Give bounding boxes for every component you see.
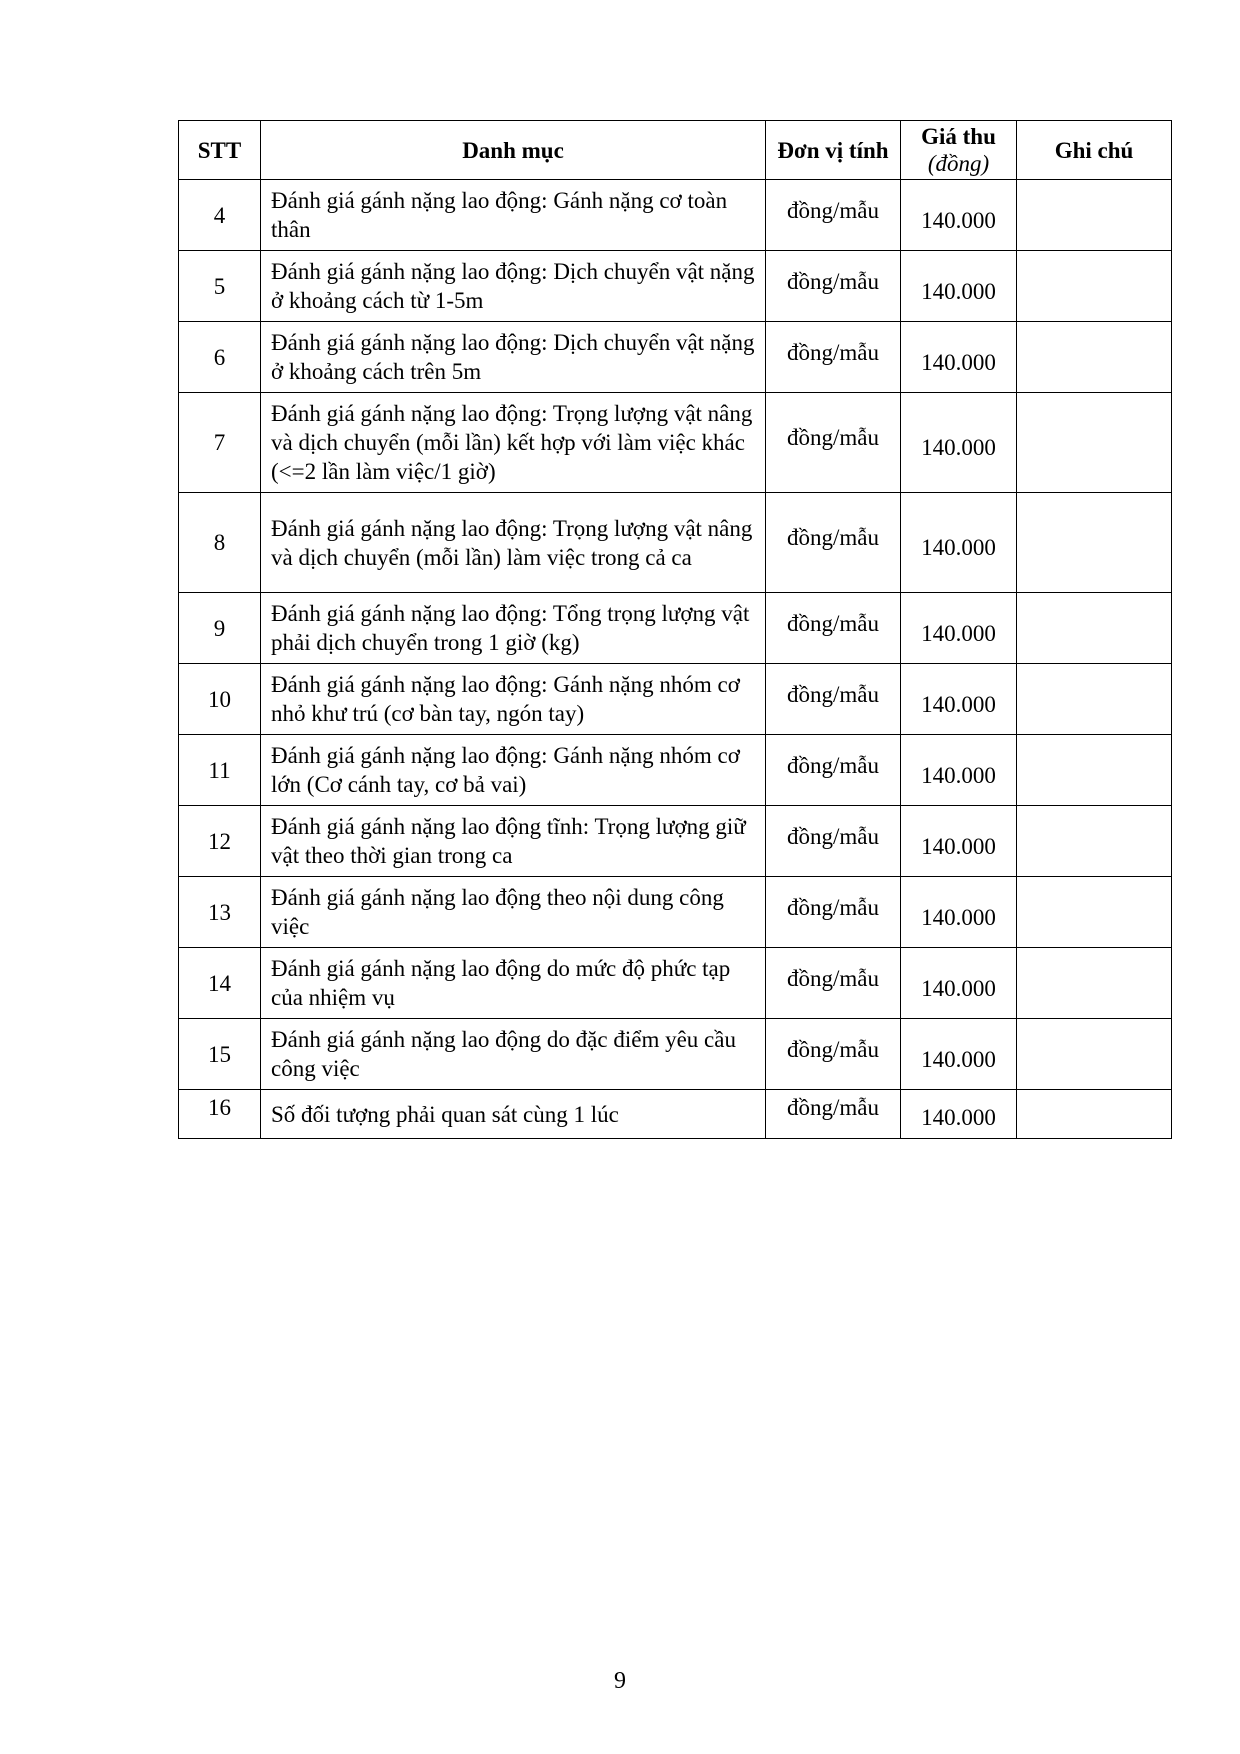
cell-stt: 7 — [179, 393, 261, 493]
cell-item: Đánh giá gánh nặng lao động: Dịch chuyển vật nặng ở khoảng cách từ 1-5m — [261, 251, 766, 322]
cell-note — [1017, 806, 1172, 877]
cell-note — [1017, 251, 1172, 322]
cell-stt: 15 — [179, 1019, 261, 1090]
cell-price: 140.000 — [901, 493, 1017, 593]
cell-note — [1017, 322, 1172, 393]
cell-note — [1017, 664, 1172, 735]
cell-stt: 13 — [179, 877, 261, 948]
cell-item: Đánh giá gánh nặng lao động: Gánh nặng cơ toàn thân — [261, 180, 766, 251]
cell-item: Đánh giá gánh nặng lao động: Gánh nặng nhóm cơ lớn (Cơ cánh tay, cơ bả vai) — [261, 735, 766, 806]
cell-stt: 12 — [179, 806, 261, 877]
cell-unit: đồng/mẫu — [766, 877, 901, 948]
header-price — [901, 121, 1017, 180]
cell-price: 140.000 — [901, 180, 1017, 251]
cell-note — [1017, 493, 1172, 593]
cell-price: 140.000 — [901, 877, 1017, 948]
cell-price: 140.000 — [901, 251, 1017, 322]
cell-note — [1017, 948, 1172, 1019]
cell-unit: đồng/mẫu — [766, 664, 901, 735]
cell-stt: 10 — [179, 664, 261, 735]
table-row — [179, 806, 1172, 877]
cell-unit: đồng/mẫu — [766, 251, 901, 322]
cell-note — [1017, 1019, 1172, 1090]
table-row — [179, 493, 1172, 593]
cell-stt: 5 — [179, 251, 261, 322]
header-price-label: Giá thu — [921, 124, 996, 149]
cell-price: 140.000 — [901, 593, 1017, 664]
cell-price: 140.000 — [901, 664, 1017, 735]
cell-stt: 16 — [179, 1090, 261, 1139]
table-row — [179, 664, 1172, 735]
cell-item: Đánh giá gánh nặng lao động: Dịch chuyển vật nặng ở khoảng cách trên 5m — [261, 322, 766, 393]
cell-note — [1017, 180, 1172, 251]
cell-unit: đồng/mẫu — [766, 493, 901, 593]
header-unit — [766, 121, 901, 180]
cell-note — [1017, 735, 1172, 806]
cell-item: Đánh giá gánh nặng lao động do đặc điểm yêu cầu công việc — [261, 1019, 766, 1090]
table-row — [179, 1019, 1172, 1090]
cell-stt: 6 — [179, 322, 261, 393]
cell-unit: đồng/mẫu — [766, 593, 901, 664]
table-row — [179, 251, 1172, 322]
cell-note — [1017, 1090, 1172, 1139]
cell-price: 140.000 — [901, 322, 1017, 393]
cell-unit: đồng/mẫu — [766, 1090, 901, 1139]
cell-note — [1017, 877, 1172, 948]
table-row — [179, 1090, 1172, 1139]
table-row — [179, 593, 1172, 664]
cell-stt: 11 — [179, 735, 261, 806]
cell-price: 140.000 — [901, 806, 1017, 877]
cell-price: 140.000 — [901, 1090, 1017, 1139]
table-header-row — [179, 121, 1172, 180]
cell-unit: đồng/mẫu — [766, 1019, 901, 1090]
table-row — [179, 393, 1172, 493]
cell-item: Đánh giá gánh nặng lao động do mức độ phức tạp của nhiệm vụ — [261, 948, 766, 1019]
table-row — [179, 948, 1172, 1019]
cell-unit: đồng/mẫu — [766, 180, 901, 251]
table-row — [179, 735, 1172, 806]
header-item: Danh mục — [261, 121, 766, 180]
cell-item: Đánh giá gánh nặng lao động: Trọng lượng vật nâng và dịch chuyển (mỗi lần) kết hợp với làm việc khác (<=2 lần làm việc/1 giờ) — [261, 393, 766, 493]
table-row — [179, 322, 1172, 393]
cell-stt: 4 — [179, 180, 261, 251]
cell-item: Đánh giá gánh nặng lao động tĩnh: Trọng lượng giữ vật theo thời gian trong ca — [261, 806, 766, 877]
cell-item: Đánh giá gánh nặng lao động: Gánh nặng nhóm cơ nhỏ khư trú (cơ bàn tay, ngón tay) — [261, 664, 766, 735]
header-stt: STT — [179, 121, 261, 180]
cell-item: Đánh giá gánh nặng lao động: Trọng lượng vật nâng và dịch chuyển (mỗi lần) làm việc trong cả ca — [261, 493, 766, 593]
cell-note — [1017, 393, 1172, 493]
cell-unit: đồng/mẫu — [766, 735, 901, 806]
header-note: Ghi chú — [1017, 121, 1172, 180]
cell-stt: 9 — [179, 593, 261, 664]
header-price-unit: (đồng) — [927, 151, 990, 176]
cell-note — [1017, 593, 1172, 664]
cell-item: Số đối tượng phải quan sát cùng 1 lúc — [261, 1090, 766, 1139]
cell-item: Đánh giá gánh nặng lao động: Tổng trọng lượng vật phải dịch chuyển trong 1 giờ (kg) — [261, 593, 766, 664]
cell-price: 140.000 — [901, 735, 1017, 806]
price-table — [178, 120, 1172, 1139]
cell-item: Đánh giá gánh nặng lao động theo nội dung công việc — [261, 877, 766, 948]
cell-price: 140.000 — [901, 1019, 1017, 1090]
cell-price: 140.000 — [901, 948, 1017, 1019]
table-row — [179, 877, 1172, 948]
page-number: 9 — [614, 1668, 626, 1694]
cell-unit: đồng/mẫu — [766, 322, 901, 393]
cell-unit: đồng/mẫu — [766, 806, 901, 877]
cell-unit: đồng/mẫu — [766, 393, 901, 493]
header-unit-label: Đơn vị tính — [777, 137, 889, 163]
table-row — [179, 180, 1172, 251]
cell-price: 140.000 — [901, 393, 1017, 493]
cell-unit: đồng/mẫu — [766, 948, 901, 1019]
cell-stt: 8 — [179, 493, 261, 593]
cell-stt: 14 — [179, 948, 261, 1019]
